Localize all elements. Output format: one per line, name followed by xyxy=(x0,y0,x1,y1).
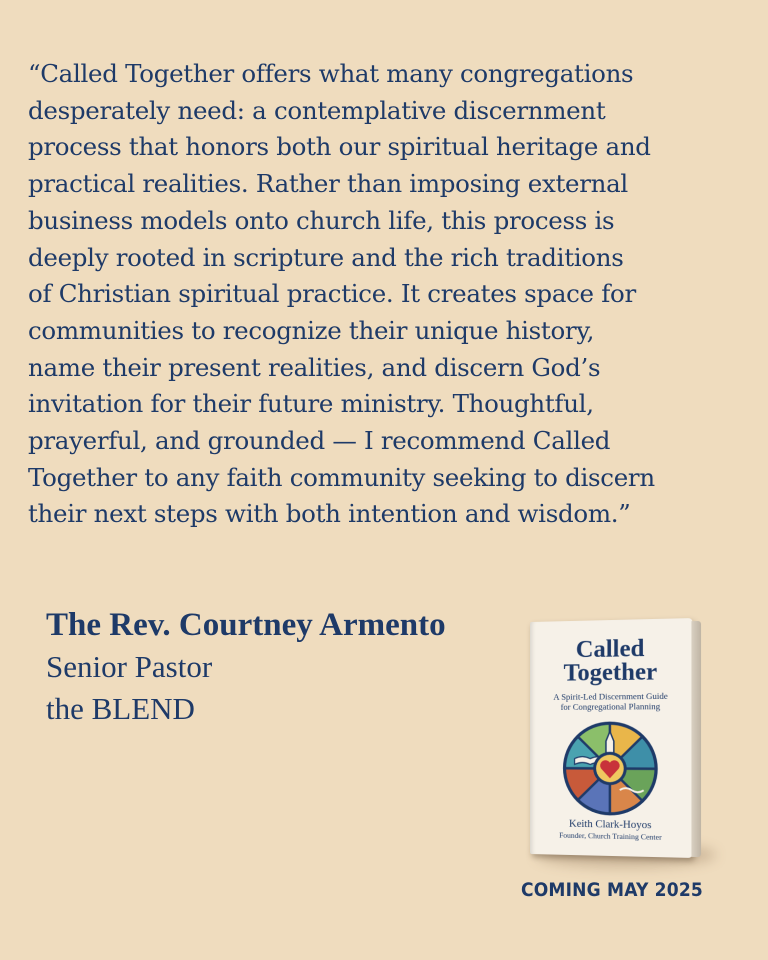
endorser-name: The Rev. Courtney Armento xyxy=(46,607,446,643)
endorser-role: Senior Pastor xyxy=(46,649,213,684)
book-title xyxy=(530,637,693,686)
book-subtitle-line2: for Congregational Planning xyxy=(560,701,661,712)
book-subtitle xyxy=(530,690,693,712)
book-spine xyxy=(691,621,701,857)
stained-glass-circle-icon xyxy=(561,720,660,819)
book-subtitle-line1: A Spirit-Led Discernment Guide xyxy=(553,690,668,702)
book-cover-image xyxy=(530,622,696,860)
endorser-organization: the BLEND xyxy=(46,691,195,726)
release-date-banner: COMING MAY 2025 xyxy=(520,879,703,901)
book-author-role: Founder, Church Training Center xyxy=(559,830,662,842)
book-author: Keith Clark-Hoyos xyxy=(568,818,652,832)
endorsement-quote: “Called Together offers what many congregations desperately need: a contemplative discernment process that honors both our spiritual heritage and practical realities. Rather than imposing external business models onto church life, this process is deeply rooted in scripture and the rich traditions of Christian spiritual practice. It creates space for communities to recognize their unique history, name their present realities, and discern God’s invitation for their future ministry. Thoughtful, prayerful, and grounded — I recommend Called Together to any faith community seeking to discern their next steps with both intention and wisdom.” xyxy=(28,59,655,529)
book-cover xyxy=(530,618,693,858)
attribution xyxy=(46,604,446,730)
book-title-line1: Called xyxy=(575,635,645,664)
book-title-line2: Together xyxy=(563,658,658,687)
